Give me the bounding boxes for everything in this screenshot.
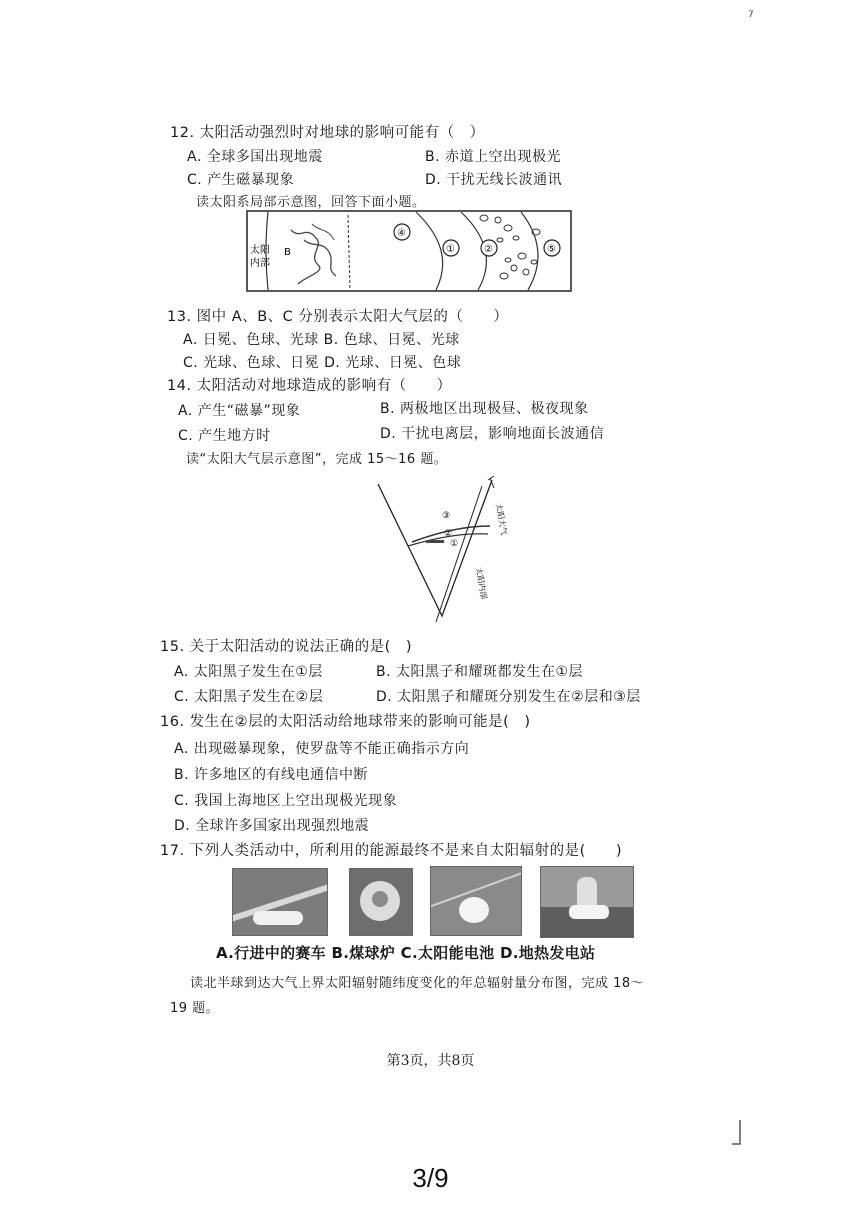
read-instruction-1: 读太阳系局部示意图，回答下面小题。 bbox=[196, 195, 426, 210]
fig2-label-inner: 太阳内部 bbox=[474, 566, 489, 600]
q12-option-d: D. 干扰无线长波通讯 bbox=[425, 172, 563, 188]
scan-bracket-mark bbox=[732, 1120, 742, 1146]
q16-option-a: A. 出现磁暴现象，使罗盘等不能正确指示方向 bbox=[174, 741, 470, 757]
q13-options-row2: C. 光球、色球、日冕 D. 光球、日冕、色球 bbox=[183, 355, 462, 371]
q12-option-c: C. 产生磁暴现象 bbox=[187, 172, 295, 188]
photo-race-car bbox=[232, 868, 328, 936]
q14-option-d: D. 干扰电离层，影响地面长波通信 bbox=[380, 426, 605, 442]
q12-option-a: A. 全球多国出现地震 bbox=[187, 149, 323, 165]
q15-option-c: C. 太阳黑子发生在②层 bbox=[174, 689, 324, 705]
q14-option-c: C. 产生地方时 bbox=[178, 428, 271, 444]
q17-captions: A.行进中的赛车 B.煤球炉 C.太阳能电池 D.地热发电站 bbox=[216, 944, 596, 962]
q15-option-a: A. 太阳黑子发生在①层 bbox=[174, 664, 323, 680]
read-instruction-3-line2: 19 题。 bbox=[170, 1001, 220, 1016]
q16-option-d: D. 全球许多国家出现强烈地震 bbox=[174, 818, 370, 834]
q15-stem: 15. 关于太阳活动的说法正确的是( ) bbox=[160, 639, 412, 655]
q14-option-a: A. 产生“磁暴”现象 bbox=[178, 403, 301, 419]
solar-system-diagram bbox=[246, 210, 572, 292]
fig1-label-inner: 内部 bbox=[250, 258, 270, 269]
q13-options-row1: A. 日冕、色球、光球 B. 色球、日冕、光球 bbox=[183, 332, 460, 348]
fig2-mark-2: ② bbox=[444, 529, 453, 539]
read-instruction-2: 读“太阳大气层示意图”，完成 15～16 题。 bbox=[186, 452, 448, 467]
fig1-circle-5: ⑤ bbox=[547, 244, 556, 255]
q14-stem: 14. 太阳活动对地球造成的影响有（ ） bbox=[167, 378, 452, 394]
q15-option-d: D. 太阳黑子和耀斑分别发生在②层和③层 bbox=[376, 689, 641, 705]
q16-option-b: B. 许多地区的有线电通信中断 bbox=[174, 767, 369, 783]
q15-option-b: B. 太阳黑子和耀斑都发生在①层 bbox=[376, 664, 584, 680]
q13-stem: 13. 图中 A、B、C 分别表示太阳大气层的（ ） bbox=[167, 309, 509, 325]
photo-geothermal-plant bbox=[540, 866, 634, 938]
photo-solar-panel bbox=[430, 866, 522, 936]
q17-stem: 17. 下列人类活动中，所利用的能源最终不是来自太阳辐射的是( ) bbox=[160, 843, 622, 859]
read-instruction-3-line1: 读北半球到达大气上界太阳辐射随纬度变化的年总辐射量分布图，完成 18～ bbox=[190, 976, 645, 991]
fig1-circle-4: ④ bbox=[397, 228, 406, 239]
fig1-label-sun: 太阳 bbox=[250, 245, 270, 256]
q16-stem: 16. 发生在②层的太阳活动给地球带来的影响可能是( ) bbox=[160, 714, 531, 730]
q16-option-c: C. 我国上海地区上空出现极光现象 bbox=[174, 793, 398, 809]
page-footer: 第3页，共8页 bbox=[386, 1053, 475, 1069]
fig2-mark-3: ③ bbox=[442, 511, 451, 521]
page-indicator: 3/9 bbox=[412, 1163, 449, 1193]
fig2-label-atmos: 太阳大气 bbox=[494, 502, 509, 536]
photo-coal-stove bbox=[349, 868, 413, 936]
fig1-circle-1: ① bbox=[446, 244, 455, 255]
sun-atmosphere-diagram bbox=[370, 476, 510, 622]
q14-option-b: B. 两极地区出现极昼、极夜现象 bbox=[380, 401, 589, 417]
q12-stem: 12. 太阳活动强烈时对地球的影响可能有（ ） bbox=[170, 125, 485, 141]
q12-option-b: B. 赤道上空出现极光 bbox=[425, 149, 562, 165]
fig2-mark-1: ① bbox=[450, 539, 459, 549]
corner-mark: 7 bbox=[748, 10, 754, 20]
fig1-circle-2: ② bbox=[484, 244, 493, 255]
fig1-label-b: B bbox=[284, 247, 291, 258]
